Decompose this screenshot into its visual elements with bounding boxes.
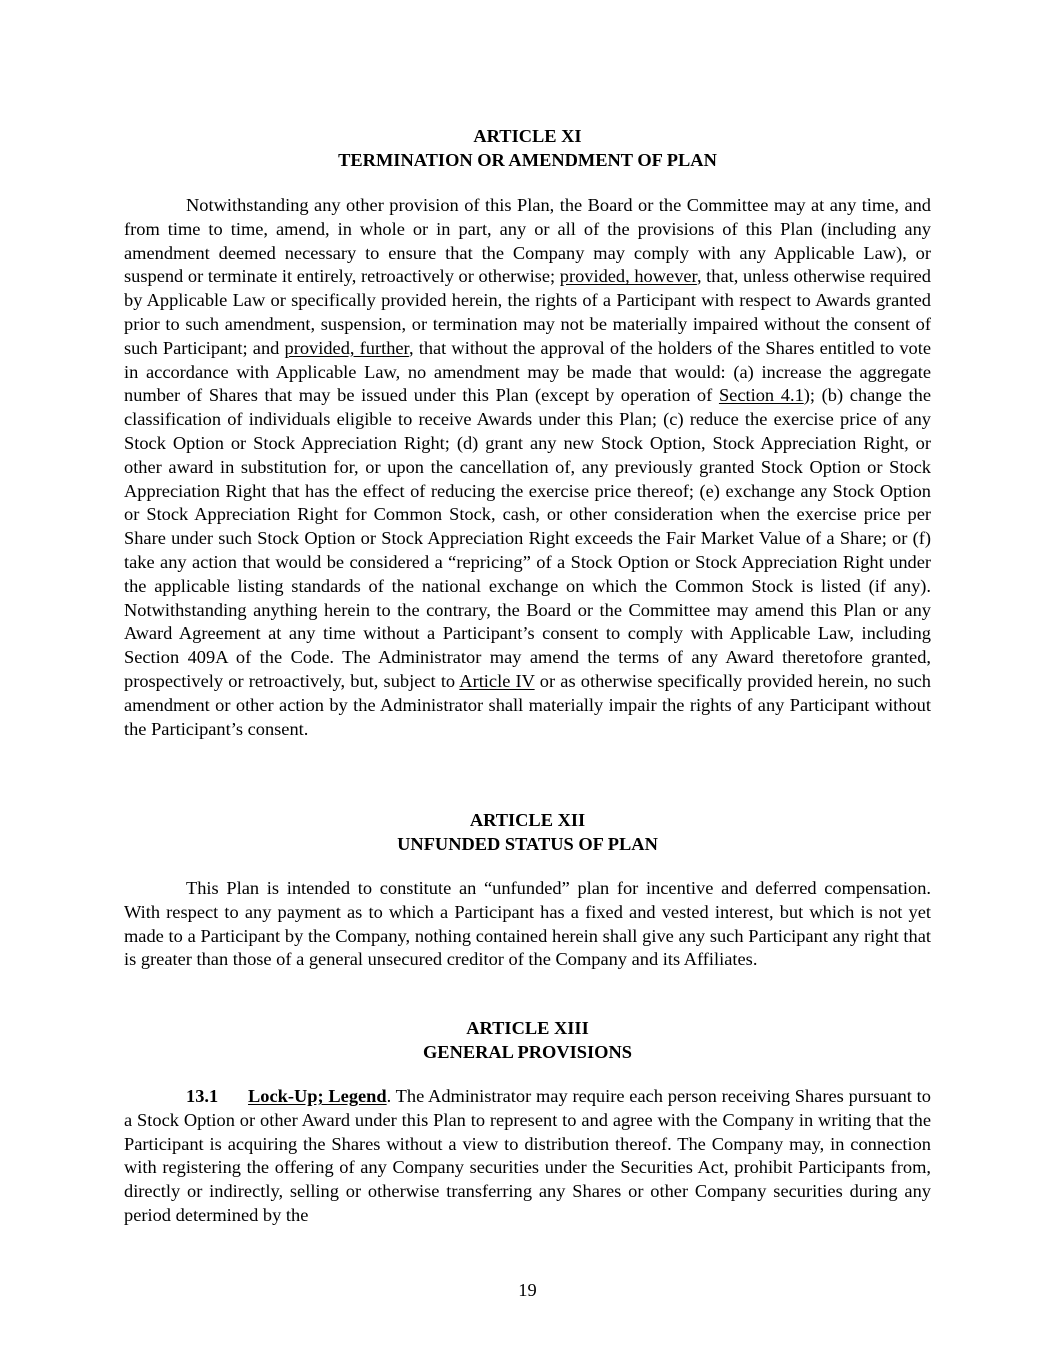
article-iv-reference: Article IV [459,670,535,691]
article-xi-text-1: Notwithstanding any other provision of this Plan, the Board or the Committee may at any time, and from time to time, amend, in whole or in part, any or all of the provisions of this Plan (including any amendment deemed necessary to ensure that the Company may comply with any Applicable Law), or suspend or terminate it entirely, retroactively or otherwise; [124,195,931,287]
section-4-1-reference: Section 4.1 [718,385,804,406]
provided-further-term: provided, further [284,337,409,358]
article-xii-body: This Plan is intended to constitute an “unfunded” plan for incentive and deferred compensation. With respect to any payment as to which a Participant has a fixed and vested interest, but which is not yet made to a Participant by the Company, nothing contained herein shall give any such Participant any right that is greater than those of a general unsecured creditor of the Company and its Affiliates. [124,878,931,970]
page-number: 19 [518,1280,537,1300]
article-xi-text-4: ); (b) change the classification of individuals eligible to receive Awards under this Plan; (c) reduce the exercise price of any Stock Option or Stock Appreciation Right; (d) grant any new Stock Option, Stock Appreciation Right, or other award in substitution for, or upon the cancellation of, any previously granted Stock Option or Stock Appreciation Right that has the effect of reducing the exercise price thereof; (e) exchange any Stock Option or Stock Appreciation Right for Common Stock, cash, or other consideration when the exercise price per Share under such Stock Option or Stock Appreciation Right exceeds the Fair Market Value of a Share; or (f) take any action that would be considered a “repricing” of a Stock Option or Stock Appreciation Right under the applicable listing standards of the national exchange on which the Common Stock is listed (if any). Notwithstanding anything herein to the contrary, the Board or the Committee may amend this Plan or any Award Agreement at any time without a Participant’s consent to comply with Applicable Law, including Section 409A of the Code. The Administrator may amend the terms of any Award theretofore granted, prospectively or retroactively, but, subject to [124,385,932,691]
article-xi-body [124,194,931,741]
article-xi-subtitle: TERMINATION OR AMENDMENT OF PLAN [338,150,717,170]
section-number: 13.1 [186,1086,219,1106]
article-xii-subtitle: UNFUNDED STATUS OF PLAN [397,834,658,854]
section-13-1-body [124,1085,931,1228]
article-xi-text-5: or as otherwise specifically provided herein, no such amendment or other action by the Administrator shall materially impair the rights of any Participant without the Participant’s consent. [124,670,931,739]
article-xiii-subtitle: GENERAL PROVISIONS [423,1042,632,1062]
article-xi-text-2: , that, unless otherwise required by Applicable Law or specifically provided herein, the rights of a Participant with respect to Awards granted prior to such amendment, suspension, or termination may not be materially impaired without the consent of such Participant; and [124,266,931,358]
provided-however-term: provided, however [559,266,697,287]
article-xii-title: ARTICLE XII [469,810,586,830]
article-xi-title: ARTICLE XI [473,126,582,146]
section-13-1-text: . The Administrator may require each person receiving Shares pursuant to a Stock Option or other Award under this Plan to represent to and agree with the Company in writing that the Participant is acquiring the Shares without a view to distribution thereof. The Company may, in connection with registering the offering of any Company securities under the Securities Act, prohibit Participants from, directly or indirectly, selling or otherwise transferring any Shares or other Company securities during any period determined by the [124,1086,931,1225]
section-title: Lock-Up; Legend [248,1086,387,1106]
article-xi-text-3: , that without the approval of the holders of the Shares entitled to vote in accordance with Applicable Law, no amendment may be made that would: (a) increase the aggregate number of Shares that may be issued under this Plan (except by operation of [124,337,932,406]
article-xiii-title: ARTICLE XIII [466,1018,589,1038]
